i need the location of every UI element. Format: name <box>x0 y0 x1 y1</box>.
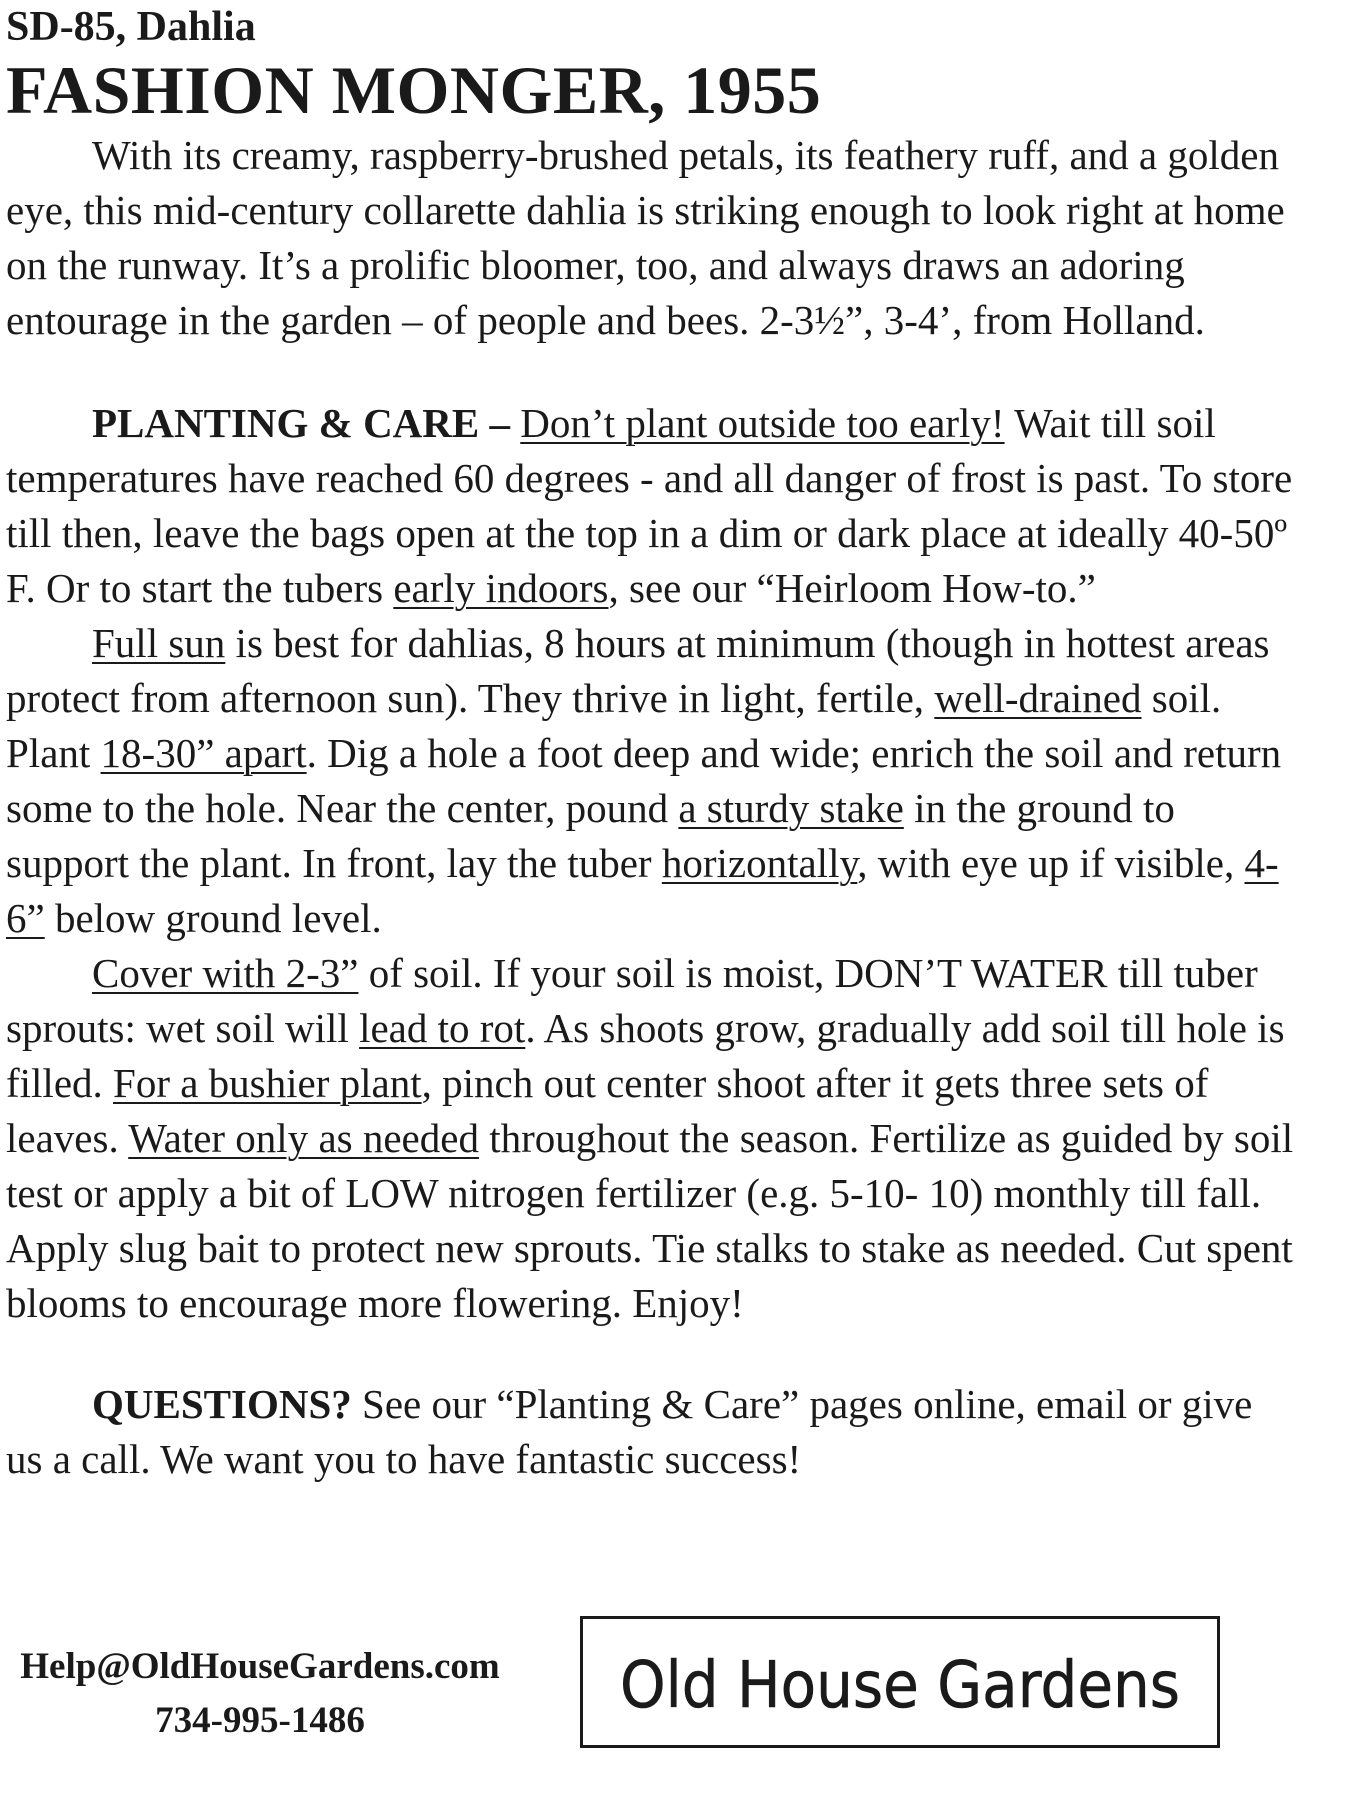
email-link[interactable]: Help@OldHouseGardens.com <box>20 1646 500 1687</box>
planting-text: , see our “Heirloom How-to.” <box>608 565 1096 611</box>
planting-tip-stake: a sturdy stake <box>678 785 904 831</box>
brand-logo-text: Old House Gardens <box>620 1649 1180 1723</box>
planting-paragraph-3 <box>6 946 1296 1331</box>
product-title: FASHION MONGER, 1955 <box>6 52 822 128</box>
planting-tip-depth: 4-6” <box>6 840 1279 941</box>
planting-tip-cover: Cover with 2-3” <box>92 950 359 996</box>
planting-tip-water: Water only as needed <box>128 1115 479 1161</box>
planting-tip-early: Don’t plant outside too early! <box>520 400 1005 446</box>
planting-tip-spacing: 18-30” apart <box>100 730 307 776</box>
planting-text: throughout the season. Fertilize as guided by soil test or apply a bit of LOW nitrogen fertilizer (e.g. 5-10- 10) monthly till fall. Apply slug bait to protect new sprouts. Tie stalks to stake as needed. Cut spent blooms to encourage more flowering. Enjoy! <box>6 1115 1294 1326</box>
planting-paragraph-1 <box>6 396 1296 616</box>
spacer <box>6 348 1296 396</box>
brand-logo <box>580 1616 1220 1748</box>
planting-text: . As shoots grow, gradually add soil till hole is filled. <box>6 1005 1285 1106</box>
product-description: With its creamy, raspberry-brushed petals, its feathery ruff, and a golden eye, this mid-century collarette dahlia is striking enough to look right at home on the runway. It’s a prolific bloomer, too, and always draws an adoring entourage in the garden – of people and bees. 2-3½”, 3-4’, from Holland. <box>6 132 1285 343</box>
questions-text: See our “Planting & Care” pages online, email or give us a call. We want you to have fantastic success! <box>6 1381 1253 1482</box>
planting-text: below ground level. <box>44 895 382 941</box>
planting-text: soil. Plant <box>6 675 1222 776</box>
planting-text: , with eye up if visible, <box>857 840 1245 886</box>
planting-text: Wait till soil temperatures have reached 60 degrees - and all danger of frost is past. To store till then, leave the bags open at the top in a dim or dark place at ideally 40-50º F. Or to start the tubers <box>6 400 1293 611</box>
planting-text: , pinch out center shoot after it gets three sets of leaves. <box>6 1060 1209 1161</box>
planting-tip-horizontal: horizontally <box>661 840 858 886</box>
questions-paragraph <box>6 1377 1296 1487</box>
planting-tip-bushier: For a bushier plant <box>113 1060 422 1106</box>
spacer <box>6 1331 1296 1377</box>
planting-tip-indoors: early indoors <box>393 565 609 611</box>
planting-text: is best for dahlias, 8 hours at minimum (though in hottest areas protect from afternoon sun). They thrive in light, fertile, <box>6 620 1270 721</box>
seed-card <box>6 0 1296 1487</box>
questions-heading: QUESTIONS? <box>92 1381 352 1427</box>
footer <box>0 1612 1350 1762</box>
phone-number: 734-995-1486 <box>155 1700 365 1741</box>
brand-logo-wordmark <box>600 1627 1200 1737</box>
planting-tip-drained: well-drained <box>934 675 1142 721</box>
planting-paragraph-2 <box>6 616 1296 946</box>
planting-text: in the ground to support the plant. In front, lay the tuber <box>6 785 1175 886</box>
planting-tip-rot: lead to rot <box>359 1005 526 1051</box>
product-code: SD-85, Dahlia <box>6 4 256 50</box>
planting-heading: PLANTING & CARE – <box>92 400 510 446</box>
planting-text: of soil. If your soil is moist, DON’T WATER till tuber sprouts: wet soil will <box>6 950 1258 1051</box>
contact-info <box>10 1640 510 1748</box>
planting-tip-sun: Full sun <box>92 620 226 666</box>
planting-text: . Dig a hole a foot deep and wide; enrich the soil and return some to the hole. Near the center, pound <box>6 730 1282 831</box>
